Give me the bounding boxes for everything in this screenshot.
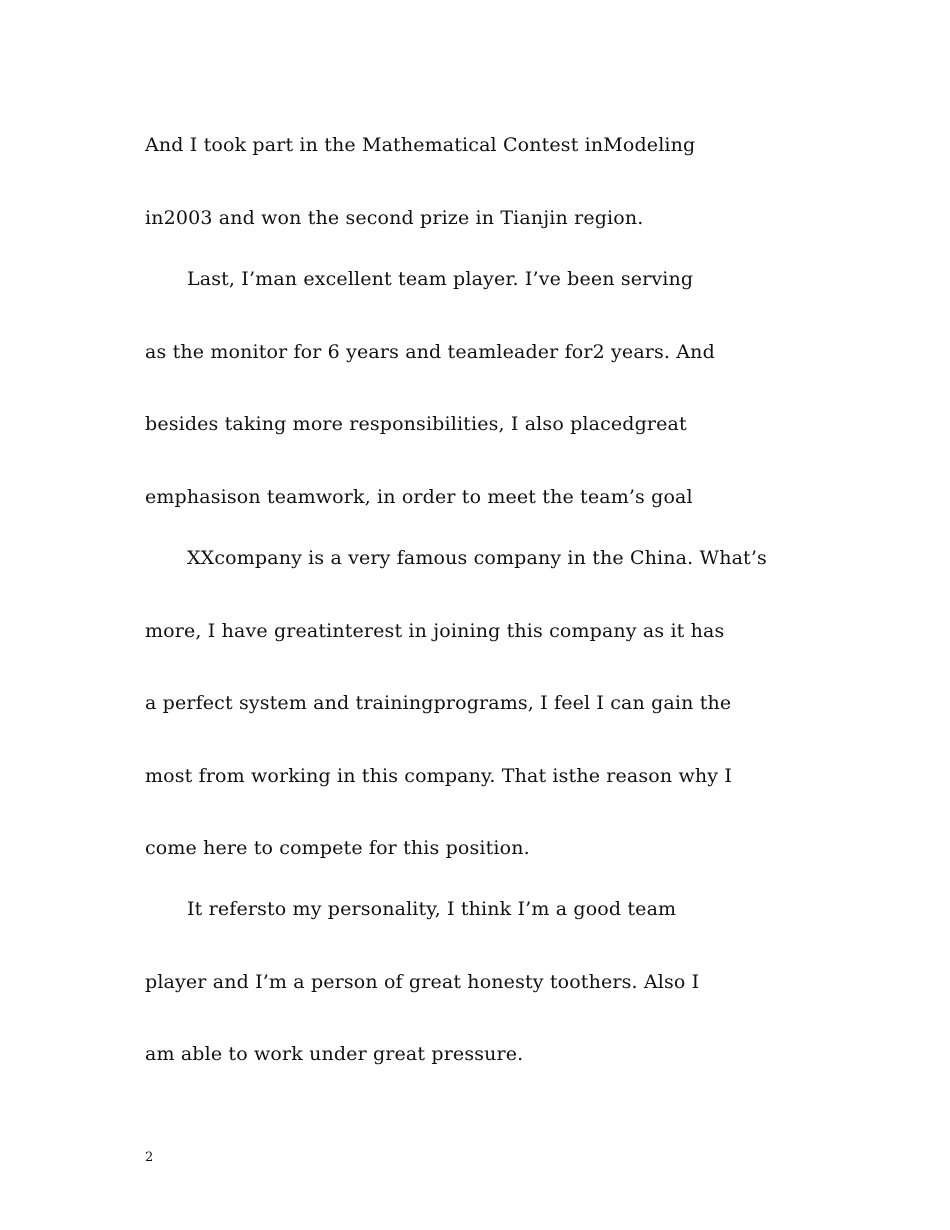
text-line: a perfect system and trainingprograms, I feel I can gain the <box>145 692 732 714</box>
text-line: most from working in this company. That isthe reason why I <box>145 765 733 787</box>
text-line: besides taking more responsibilities, I also placedgreat <box>145 413 687 435</box>
paragraph-start-line: XXcompany is a very famous company in the China. What’s <box>187 547 767 569</box>
text-line: player and I’m a person of great honesty toothers. Also I <box>145 971 700 993</box>
text-line: And I took part in the Mathematical Contest inModeling <box>145 134 696 156</box>
text-line: as the monitor for 6 years and teamleader for2 years. And <box>145 341 715 363</box>
text-line: more, I have greatinterest in joining this company as it has <box>145 620 725 642</box>
paragraph-start-line: Last, I’man excellent team player. I’ve been serving <box>187 268 694 290</box>
text-line: come here to compete for this position. <box>145 837 530 859</box>
text-line: emphasison teamwork, in order to meet the team’s goal <box>145 486 693 508</box>
paragraph-start-line: It refersto my personality, I think I’m a good team <box>187 898 677 920</box>
page-number: 2 <box>145 1150 154 1165</box>
text-line: am able to work under great pressure. <box>145 1043 524 1065</box>
text-line: in2003 and won the second prize in Tianjin region. <box>145 207 644 229</box>
